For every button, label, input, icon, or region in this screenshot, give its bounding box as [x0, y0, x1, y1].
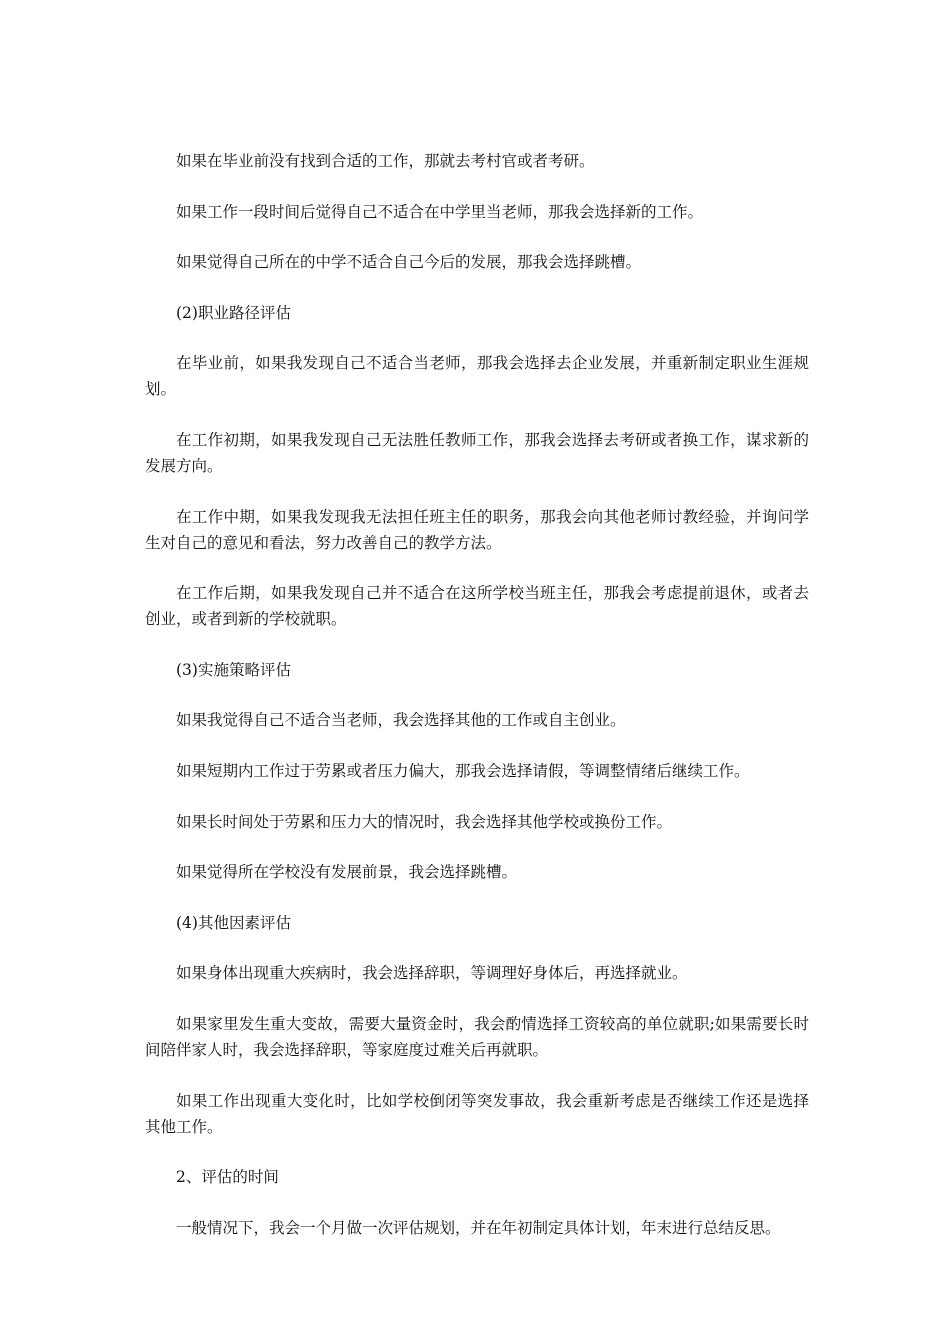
paragraph-strategy-not-suitable: 如果我觉得自己不适合当老师，我会选择其他的工作或自主创业。 [176, 711, 626, 730]
paragraph-factor-illness: 如果身体出现重大疾病时，我会选择辞职，等调理好身体后，再选择就业。 [176, 964, 688, 983]
document-page [145, 148, 809, 1265]
paragraph-path-late-career: 在工作后期，如果我发现自己并不适合在这所学校当班主任，那我会考虑提前退休，或者去创业，或者到新的学校就职。 [145, 584, 809, 629]
paragraph-strategy-long-term-stress: 如果长时间处于劳累和压力大的情况时，我会选择其他学校或换份工作。 [176, 812, 673, 831]
paragraph-path-early-career: 在工作初期，如果我发现自己无法胜任教师工作，那我会选择去考研或者换工作，谋求新的发展方向。 [145, 430, 809, 475]
section-heading-evaluation-time: 2、评估的时间 [176, 1168, 279, 1187]
paragraph-factor-family: 如果家里发生重大变故，需要大量资金时，我会酌情选择工资较高的单位就职;如果需要长时间陪伴家人时，我会选择辞职，等家庭度过难关后再就职。 [145, 1014, 809, 1059]
paragraph-strategy-short-term-stress: 如果短期内工作过于劳累或者压力偏大，那我会选择请假，等调整情绪后继续工作。 [176, 761, 750, 780]
paragraph-path-before-graduation: 在毕业前，如果我发现自己不适合当老师，那我会选择去企业发展，并重新制定职业生涯规划。 [145, 354, 809, 399]
paragraph-plan-village-official: 如果在毕业前没有找到合适的工作，那就去考村官或者考研。 [176, 152, 595, 170]
paragraph-factor-work-change: 如果工作出现重大变化时，比如学校倒闭等突发事故，我会重新考虑是否继续工作还是选择其他工作。 [145, 1091, 809, 1136]
section-heading-other-factors: (4)其他因素评估 [176, 913, 291, 932]
section-heading-strategy: (3)实施策略评估 [176, 660, 291, 679]
paragraph-path-mid-career: 在工作中期，如果我发现我无法担任班主任的职务，那我会向其他老师讨教经验，并询问学生对自己的意见和看法，努力改善自己的教学方法。 [145, 507, 809, 552]
paragraph-strategy-no-prospect: 如果觉得所在学校没有发展前景，我会选择跳槽。 [176, 863, 518, 882]
paragraph-plan-job-hop: 如果觉得自己所在的中学不适合自己今后的发展，那我会选择跳槽。 [176, 253, 642, 272]
paragraph-plan-new-job: 如果工作一段时间后觉得自己不适合在中学里当老师，那我会选择新的工作。 [176, 202, 704, 221]
paragraph-evaluation-schedule: 一般情况下，我会一个月做一次评估规划，并在年初制定具体计划，年末进行总结反思。 [176, 1218, 781, 1237]
section-heading-career-path: (2)职业路径评估 [176, 303, 291, 322]
